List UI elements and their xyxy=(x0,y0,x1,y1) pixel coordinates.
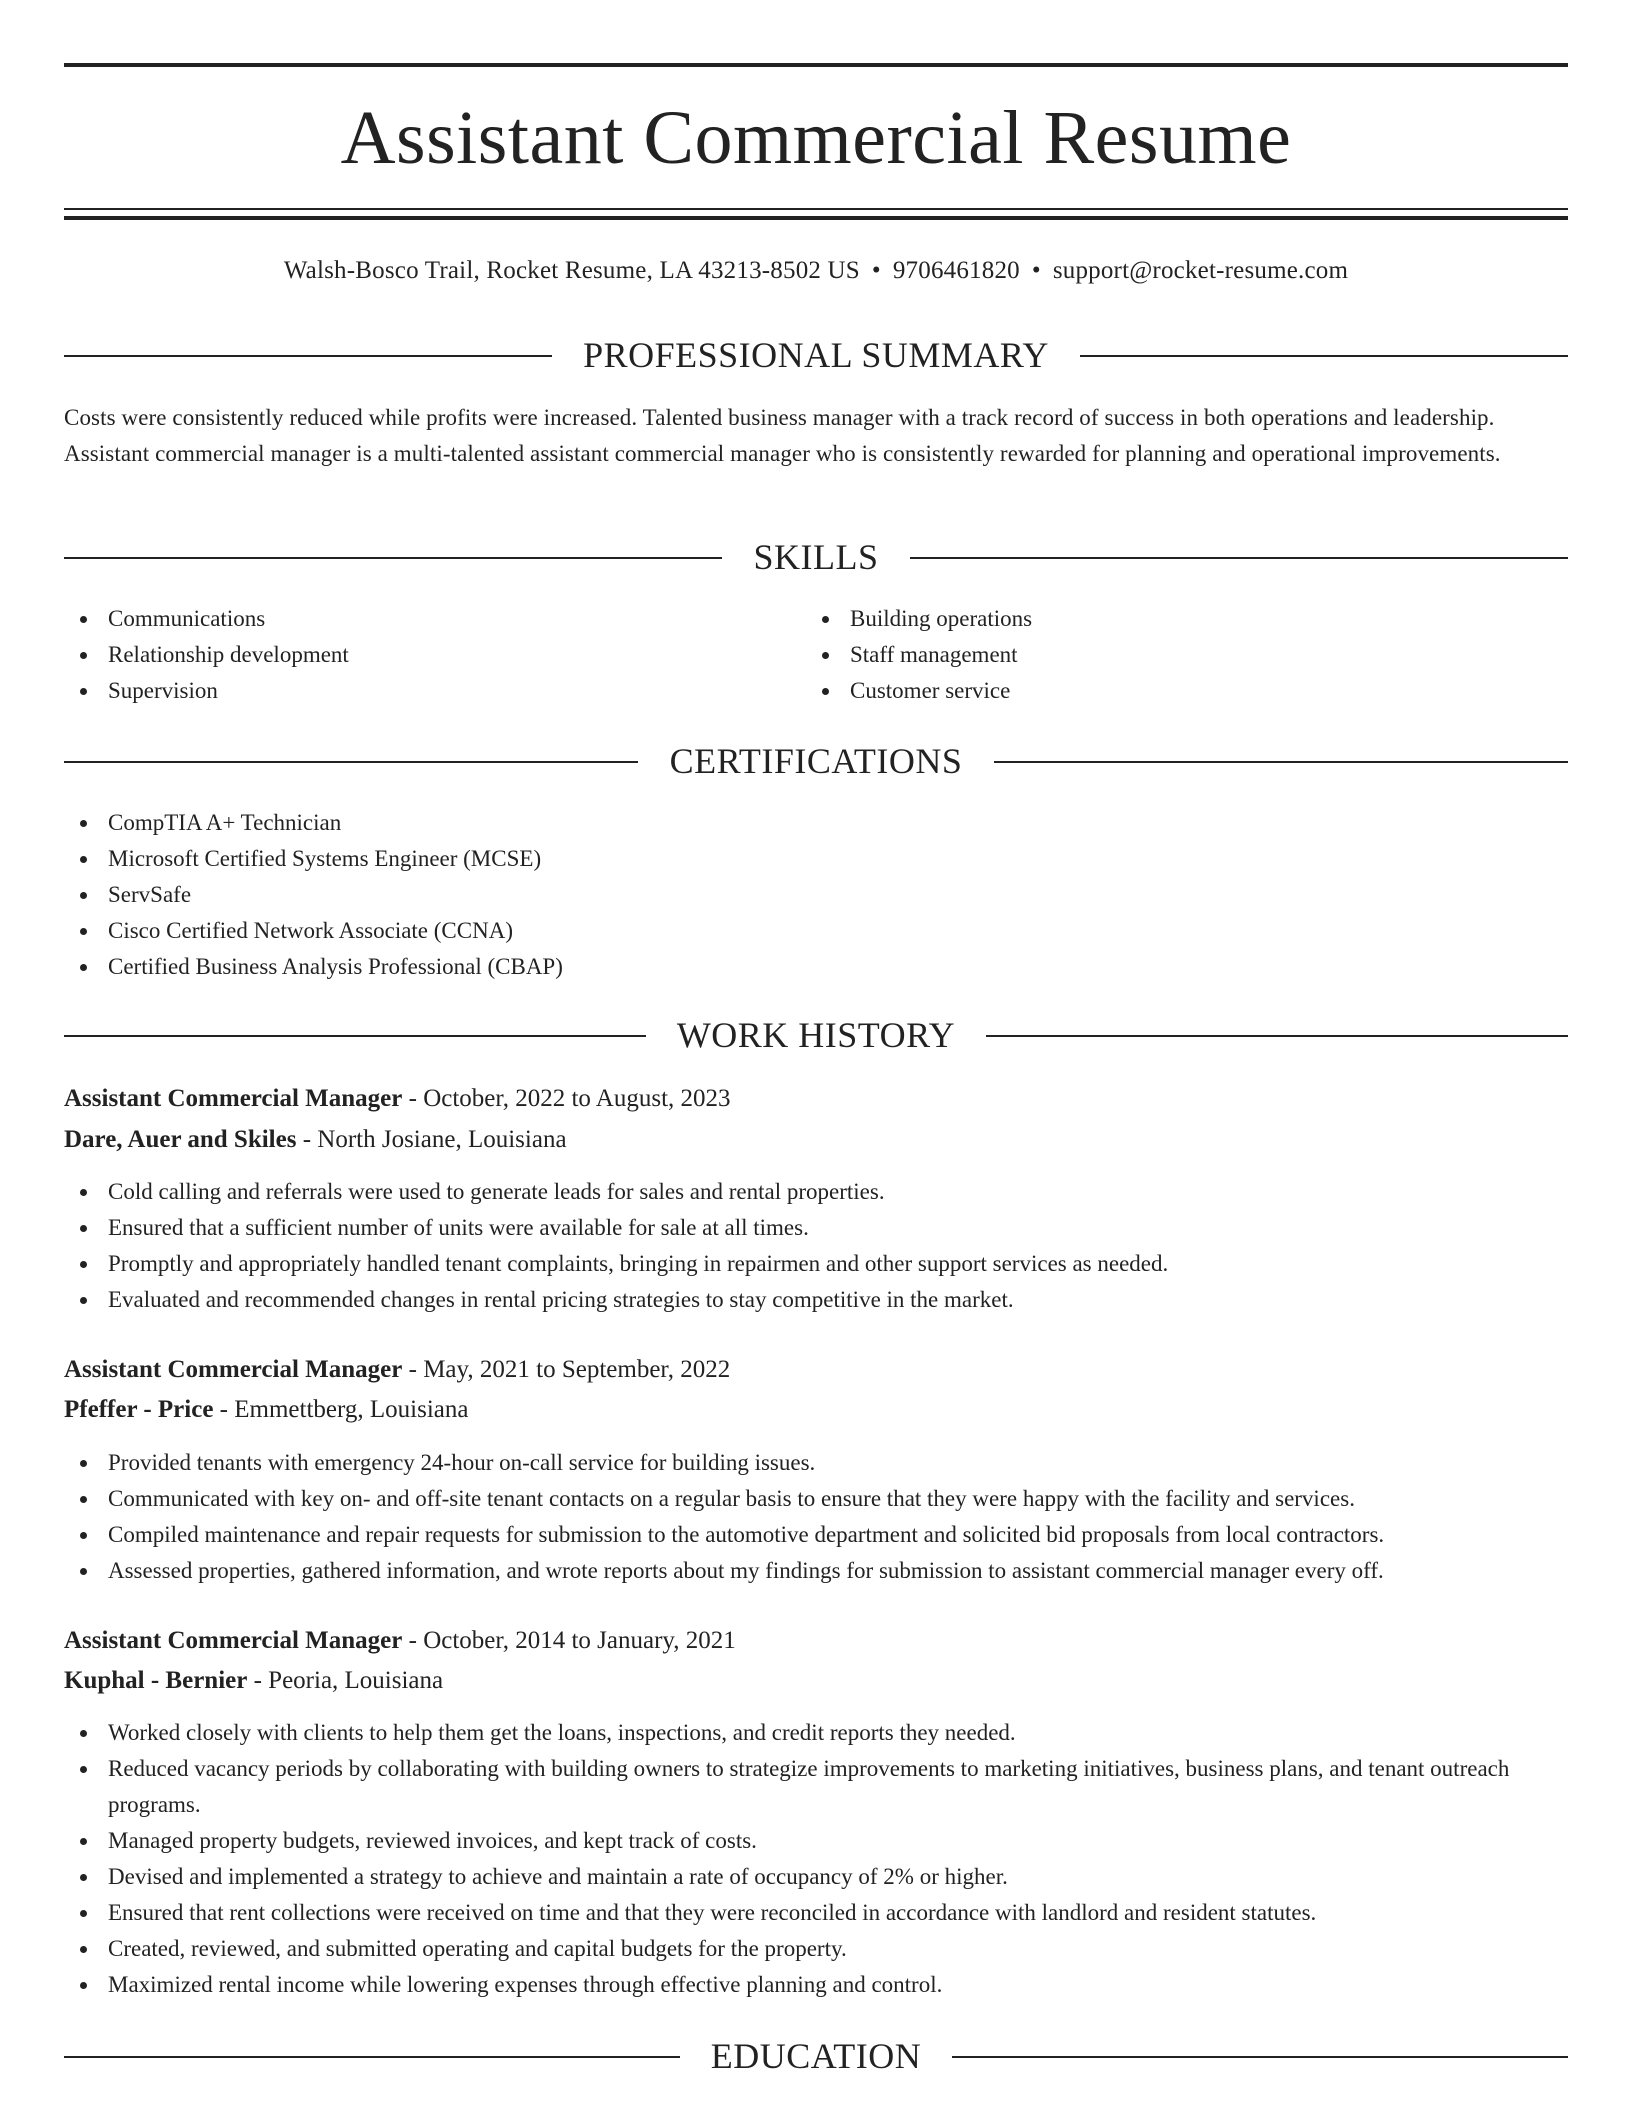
job-bullets xyxy=(64,1715,1568,2003)
resume-title: Assistant Commercial Resume xyxy=(340,96,1292,180)
job-location: - Peoria, Louisiana xyxy=(247,1667,444,1694)
job-bullet: Provided tenants with emergency 24-hour on-call service for building issues. xyxy=(64,1445,1568,1481)
certification-item: CompTIA A+ Technician xyxy=(64,805,1568,841)
title-rule-thin xyxy=(64,208,1568,210)
skill-item: Supervision xyxy=(64,673,804,709)
job-role: Assistant Commercial Manager xyxy=(64,1356,403,1383)
certification-item: Cisco Certified Network Associate (CCNA) xyxy=(64,913,1568,949)
job-bullet: Promptly and appropriately handled tenant complaints, bringing in repairmen and other support services as needed. xyxy=(64,1246,1568,1282)
summary-text: Costs were consistently reduced while profits were increased. Talented business manager with a track record of success in both operations and leadership. Assistant commercial manager is a multi-talented assistant commercial manager who is consistently rewarded for planning and operational improvements. xyxy=(64,405,1501,466)
top-rule xyxy=(64,63,1568,67)
contact-phone: 9706461820 xyxy=(892,257,1020,284)
certifications-list xyxy=(64,805,1568,985)
job-bullet: Cold calling and referrals were used to generate leads for sales and rental properties. xyxy=(64,1174,1568,1210)
job-company-line xyxy=(64,1661,1568,1701)
job-bullet: Communicated with key on- and off-site tenant contacts on a regular basis to ensure that they were happy with the facility and services. xyxy=(64,1481,1568,1517)
certification-item: Microsoft Certified Systems Engineer (MCSE) xyxy=(64,841,1568,877)
job-dates: - October, 2014 to January, 2021 xyxy=(402,1627,736,1654)
job-bullets xyxy=(64,1174,1568,1318)
job-company: Kuphal - Bernier xyxy=(64,1667,248,1694)
education-heading: EDUCATION xyxy=(710,2036,922,2076)
contact-separator: • xyxy=(871,257,881,284)
skill-item: Building operations xyxy=(806,601,1546,637)
job-role: Assistant Commercial Manager xyxy=(64,1627,403,1654)
skills-heading: SKILLS xyxy=(753,537,879,577)
skill-item: Relationship development xyxy=(64,637,804,673)
skill-item: Staff management xyxy=(806,637,1546,673)
job-title-line xyxy=(64,1350,1568,1390)
job-dates: - May, 2021 to September, 2022 xyxy=(402,1356,731,1383)
job-bullet: Compiled maintenance and repair requests for submission to the automotive department and solicited bid proposals from local contractors. xyxy=(64,1517,1568,1553)
skill-item: Customer service xyxy=(806,673,1546,709)
job-bullet: Ensured that rent collections were received on time and that they were reconciled in accordance with landlord and resident statutes. xyxy=(64,1895,1568,1931)
job-location: - Emmettberg, Louisiana xyxy=(213,1396,469,1423)
skill-item: Communications xyxy=(64,601,804,637)
job-bullet: Created, reviewed, and submitted operating and capital budgets for the property. xyxy=(64,1931,1568,1967)
job-bullet: Assessed properties, gathered information, and wrote reports about my findings for submission to assistant commercial manager every off. xyxy=(64,1553,1568,1589)
job-dates: - October, 2022 to August, 2023 xyxy=(402,1085,731,1112)
contact-address: Walsh-Bosco Trail, Rocket Resume, LA 43213-8502 US xyxy=(283,257,860,284)
skills-section-header xyxy=(64,537,1568,577)
summary-heading: PROFESSIONAL SUMMARY xyxy=(583,335,1049,375)
work-heading: WORK HISTORY xyxy=(676,1015,956,1055)
job-company-line xyxy=(64,1120,1568,1160)
job-bullet: Managed property budgets, reviewed invoices, and kept track of costs. xyxy=(64,1823,1568,1859)
skills-list-left xyxy=(64,601,804,709)
job-bullet: Maximized rental income while lowering expenses through effective planning and control. xyxy=(64,1967,1568,2003)
certifications-heading: CERTIFICATIONS xyxy=(669,741,963,781)
job-company: Pfeffer - Price xyxy=(64,1396,214,1423)
education-section-header xyxy=(64,2036,1568,2076)
contact-email: support@rocket-resume.com xyxy=(1052,257,1349,284)
job-bullet: Evaluated and recommended changes in rental pricing strategies to stay competitive in the market. xyxy=(64,1282,1568,1318)
job-bullets xyxy=(64,1445,1568,1589)
job-bullet: Devised and implemented a strategy to achieve and maintain a rate of occupancy of 2% or higher. xyxy=(64,1859,1568,1895)
certification-item: ServSafe xyxy=(64,877,1568,913)
certifications-section-header xyxy=(64,741,1568,781)
skills-list-right xyxy=(806,601,1546,709)
job-role: Assistant Commercial Manager xyxy=(64,1085,403,1112)
job-title-line xyxy=(64,1079,1568,1119)
contact-separator: • xyxy=(1031,257,1041,284)
job-company: Dare, Auer and Skiles xyxy=(64,1126,297,1153)
certification-item: Certified Business Analysis Professional (CBAP) xyxy=(64,949,1568,985)
job-bullet: Ensured that a sufficient number of units were available for sale at all times. xyxy=(64,1210,1568,1246)
job-bullet: Reduced vacancy periods by collaborating with building owners to strategize improvements to marketing initiatives, business plans, and tenant outreach programs. xyxy=(64,1751,1568,1823)
work-section-header xyxy=(64,1015,1568,1055)
title-rule-thick xyxy=(64,216,1568,220)
job-title-line xyxy=(64,1621,1568,1661)
job-location: - North Josiane, Louisiana xyxy=(296,1126,567,1153)
summary-section-header xyxy=(64,335,1568,375)
job-company-line xyxy=(64,1390,1568,1430)
job-bullet: Worked closely with clients to help them get the loans, inspections, and credit reports they needed. xyxy=(64,1715,1568,1751)
